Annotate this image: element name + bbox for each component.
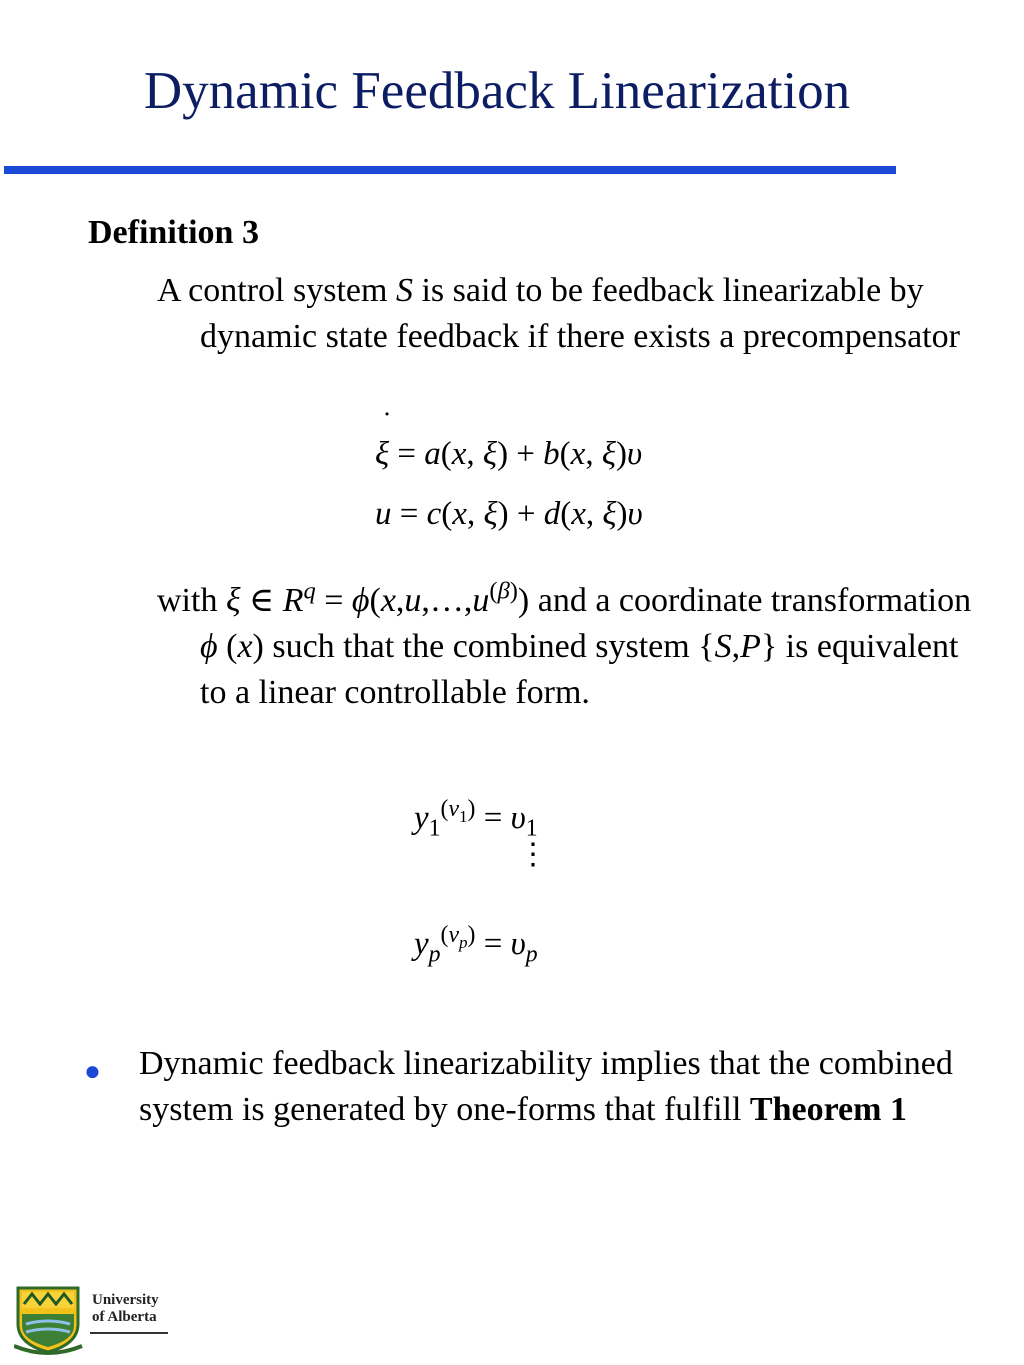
definition-intro: A control system S is said to be feedback linearizable by dynamic state feedback if there exists a precompensator: [157, 272, 960, 355]
page-title: Dynamic Feedback Linearization: [143, 62, 851, 120]
logo-underline: [90, 1332, 168, 1334]
bullet-dot: ●: [84, 1056, 101, 1087]
definition-with-clause: with ξ ∈ $R^q$ = $\phi(x,u,\dots,u^{(\beta)})$ and a coordinate transformation ϕ (x) such that the combined system {S,P} is equivalent to a linear controllable form.: [157, 577, 972, 711]
system-symbol-s: S: [395, 272, 413, 309]
linear-form-eq-1: $y_1^{(\nu_1)} = \upsilon_1$: [414, 796, 538, 842]
definition-heading: Definition 3: [88, 214, 259, 251]
linear-form-eq-p: $y_p^{(\nu_p)} = \upsilon_p$: [414, 922, 538, 968]
title-underline: [4, 166, 896, 174]
vertical-ellipsis: ⋮: [518, 838, 548, 871]
precompensator-eq-2: u = c(x, ξ) + d(x, ξ)υ: [375, 496, 643, 532]
precompensator-eq-1: ξ ˙ = a(x, ξ) + b(x, ξ)υ: [375, 406, 643, 472]
bullet-paragraph: Dynamic feedback linearizability implies that the combined system is generated by one-forms that fulfill Theorem 1: [139, 1045, 953, 1128]
university-name: University of Alberta: [92, 1292, 159, 1325]
